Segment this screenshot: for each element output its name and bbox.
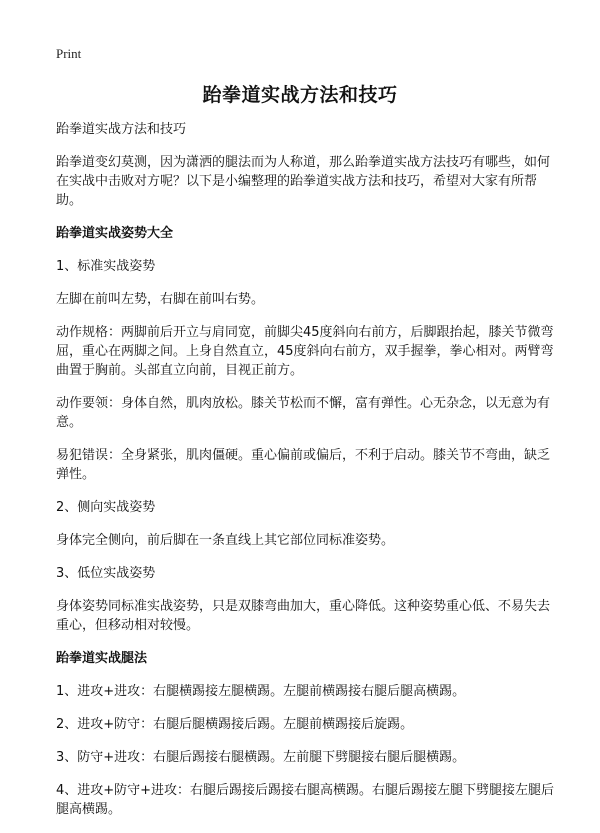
stance-standard-desc: 左脚在前叫左势，右脚在前叫右势。 [56, 292, 265, 307]
intro-paragraph: 跆拳道变幻莫测，因为潇洒的腿法而为人称道，那么跆拳道实战方法技巧有哪些，如何在实战中击败对方呢？以下是小编整理的跆拳道实战方法和技巧，希望对大家有所帮助。 [56, 155, 551, 208]
article-body [56, 120, 556, 833]
section-heading-kicks: 跆拳道实战腿法 [56, 651, 148, 666]
stance-standard-keys: 动作要领：身体自然，肌肉放松。膝关节松而不懈，富有弹性。心无杂念，以无意为有意。 [56, 396, 551, 430]
stance-side-title: 2、侧向实战姿势 [56, 500, 156, 515]
kick-combo-2: 2、进攻+防守：右腿后腿横踢接后踢。左腿前横踢接后旋踢。 [56, 717, 414, 732]
stance-standard-title: 1、标准实战姿势 [56, 259, 156, 274]
stance-low-desc: 身体姿势同标准实战姿势，只是双膝弯曲加大，重心降低。这种姿势重心低、不易失去重心，但移动相对较慢。 [56, 599, 551, 633]
stance-standard-spec: 动作规格：两脚前后开立与肩同宽，前脚尖45度斜向右前方，后脚跟抬起，膝关节微弯屈，重心在两脚之间。上身自然直立，45度斜向右前方，双手握拳，拳心相对。两臂弯曲置于胸前。头部直立向前，目视正前方。 [56, 325, 554, 378]
stance-side-desc: 身体完全侧向，前后脚在一条直线上其它部位同标准姿势。 [56, 533, 395, 548]
kick-combo-4: 4、进攻+防守+进攻：右腿后踢接后踢接右腿高横踢。右腿后踢接左腿下劈腿接左腿后腿高横踢。 [56, 783, 555, 817]
print-link[interactable]: Print [56, 46, 82, 61]
intro-heading: 跆拳道实战方法和技巧 [56, 122, 187, 137]
page-title: 跆拳道实战方法和技巧 [202, 84, 398, 106]
section-heading-stances: 跆拳道实战姿势大全 [56, 226, 174, 241]
kick-combo-1: 1、进攻+进攻：右腿横踢接左腿横踢。左腿前横踢接右腿后腿高横踢。 [56, 684, 466, 699]
stance-standard-errors: 易犯错误：全身紧张，肌肉僵硬。重心偏前或偏后，不利于启动。膝关节不弯曲，缺乏弹性。 [56, 448, 551, 482]
kick-combo-3: 3、防守+进攻：右腿后踢接右腿横踢。左前腿下劈腿接右腿后腿横踢。 [56, 750, 466, 765]
stance-low-title: 3、低位实战姿势 [56, 566, 156, 581]
